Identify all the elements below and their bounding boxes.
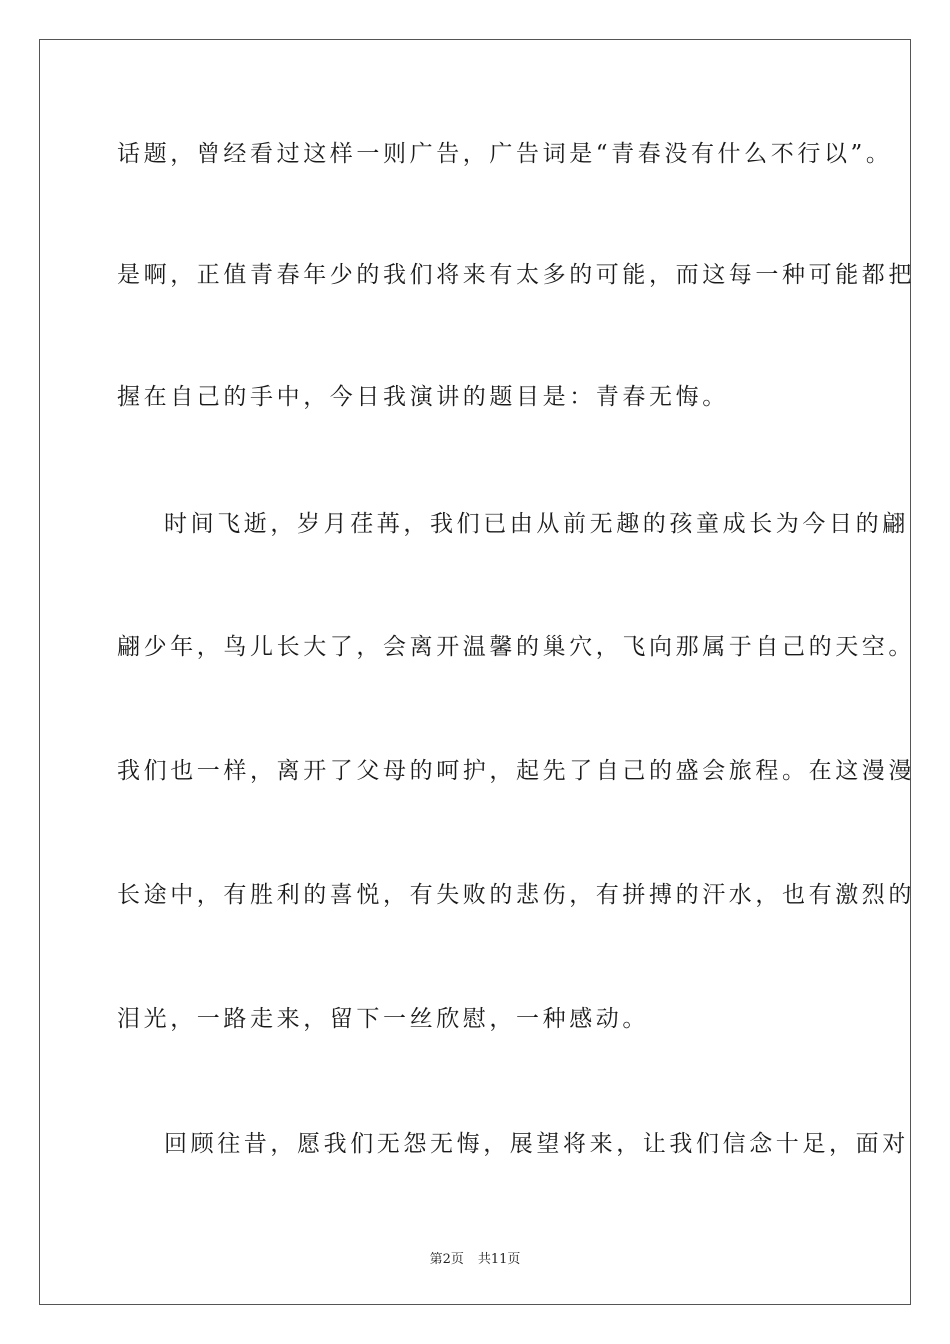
body-line: 是啊，正值青春年少的我们将来有太多的可能，而这每一种可能都把 <box>117 262 915 288</box>
paragraph-start-line: 回顾往昔，愿我们无怨无悔，展望将来，让我们信念十足，面对 <box>164 1131 909 1157</box>
body-line: 握在自己的手中，今日我演讲的题目是：青春无悔。 <box>117 384 729 410</box>
body-line: 长途中，有胜利的喜悦，有失败的悲伤，有拼搏的汗水，也有激烈的 <box>117 882 915 908</box>
paragraph-start-line: 时间飞逝，岁月荏苒，我们已由从前无趣的孩童成长为今日的翩 <box>164 511 909 537</box>
page-number: 第2页 <box>429 1252 464 1267</box>
page-border <box>39 39 911 1305</box>
body-line: 翩少年，鸟儿长大了，会离开温馨的巢穴，飞向那属于自己的天空。 <box>117 634 915 660</box>
body-line: 话题，曾经看过这样一则广告，广告词是“青春没有什么不行以”。 <box>117 141 893 167</box>
page-footer <box>0 1248 950 1267</box>
body-line: 泪光，一路走来，留下一丝欣慰，一种感动。 <box>117 1006 649 1032</box>
body-line: 我们也一样，离开了父母的呵护，起先了自己的盛会旅程。在这漫漫 <box>117 758 915 784</box>
page-total: 共11页 <box>477 1252 521 1267</box>
